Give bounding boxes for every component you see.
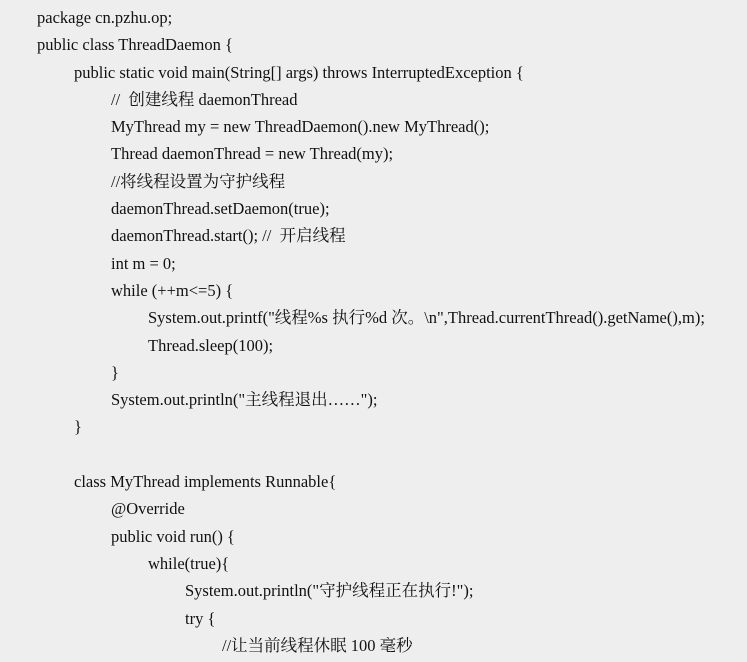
code-line-comment-set-daemon: //将线程设置为守护线程 bbox=[111, 171, 286, 191]
code-line-main-close: } bbox=[74, 417, 82, 437]
code-line-run-method: public void run() { bbox=[111, 526, 235, 546]
code-line-override: @Override bbox=[111, 499, 185, 519]
code-line-comment-create-thread: // 创建线程 daemonThread bbox=[111, 89, 298, 109]
code-line-thread-instance: Thread daemonThread = new Thread(my); bbox=[111, 144, 394, 164]
code-line-while-loop: while (++m<=5) { bbox=[111, 280, 234, 300]
code-line-sleep: Thread.sleep(100); bbox=[148, 335, 274, 355]
code-line-try: try { bbox=[185, 608, 216, 628]
code-line-main-method: public static void main(String[] args) throws InterruptedException { bbox=[74, 62, 524, 82]
code-line-mythread-instance: MyThread my = new ThreadDaemon().new MyThread(); bbox=[111, 117, 490, 137]
code-line-while-close: } bbox=[111, 362, 119, 382]
code-line-class-declaration: public class ThreadDaemon { bbox=[37, 35, 233, 55]
code-line-int-m: int m = 0; bbox=[111, 253, 176, 273]
code-line-set-daemon: daemonThread.setDaemon(true); bbox=[111, 199, 330, 219]
code-line-while-true: while(true){ bbox=[148, 553, 230, 573]
code-line-start: daemonThread.start(); // 开启线程 bbox=[111, 226, 346, 246]
code-line-comment-sleep: //让当前线程休眠 100 毫秒 bbox=[222, 635, 413, 655]
code-line-inner-class: class MyThread implements Runnable{ bbox=[74, 472, 337, 492]
code-line-main-exit-println: System.out.println("主线程退出……"); bbox=[111, 390, 378, 410]
code-line-daemon-println: System.out.println("守护线程正在执行!"); bbox=[185, 581, 474, 601]
code-line-package: package cn.pzhu.op; bbox=[37, 8, 173, 27]
code-line-printf: System.out.printf("线程%s 执行%d 次。\n",Thread.currentThread().getName(),m); bbox=[148, 308, 705, 328]
code-line-blank bbox=[0, 441, 747, 468]
